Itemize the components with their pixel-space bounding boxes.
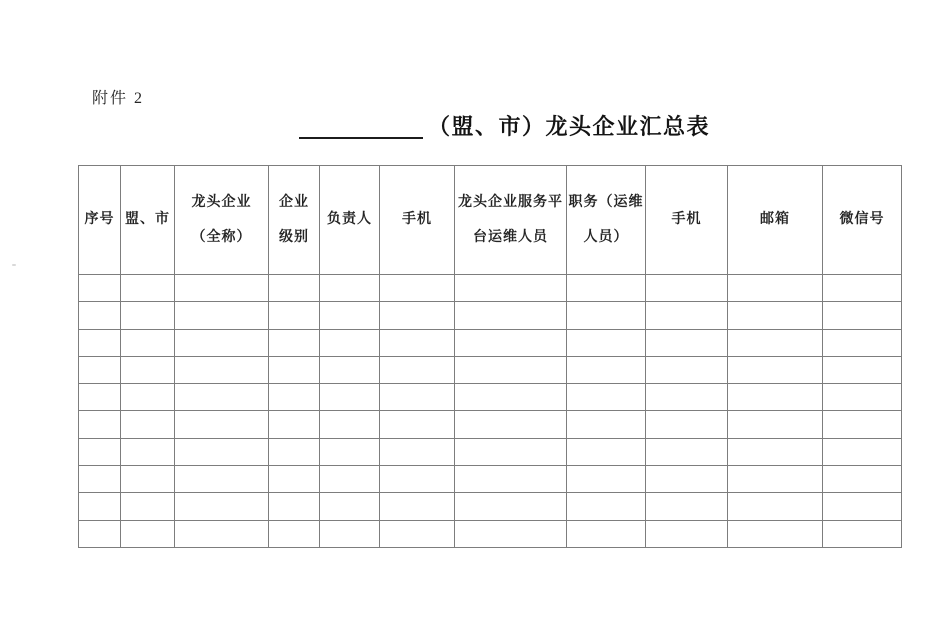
table-cell-enterprise-level <box>269 302 320 329</box>
table-cell-person-in-charge <box>320 329 380 356</box>
column-header-person-in-charge <box>320 166 380 275</box>
table-cell-ops-mobile <box>646 302 728 329</box>
table-cell-ops-personnel-position <box>567 493 646 520</box>
table-cell-email <box>728 466 823 493</box>
column-header-enterprise-level <box>269 166 320 275</box>
header-line: 微信号 <box>839 212 885 228</box>
table-cell-mobile <box>380 438 455 465</box>
table-cell-platform-ops-personnel <box>455 302 567 329</box>
table-cell-person-in-charge <box>320 275 380 302</box>
table-cell-wechat-id <box>823 438 902 465</box>
table-cell-leading-enterprise-full-name <box>175 329 269 356</box>
column-header-league-city <box>121 166 175 275</box>
table-cell-platform-ops-personnel <box>455 493 567 520</box>
table-cell-mobile <box>380 466 455 493</box>
table-cell-ops-mobile <box>646 411 728 438</box>
table-cell-ops-personnel-position <box>567 520 646 547</box>
table-cell-serial-number <box>79 384 121 411</box>
table-cell-mobile <box>380 275 455 302</box>
table-cell-ops-personnel-position <box>567 302 646 329</box>
header-line: 邮箱 <box>760 212 790 228</box>
attachment-label: 附件 2 <box>92 90 145 107</box>
table-cell-platform-ops-personnel <box>455 275 567 302</box>
table-cell-league-city <box>121 329 175 356</box>
table-cell-enterprise-level <box>269 384 320 411</box>
table-cell-mobile <box>380 411 455 438</box>
table-cell-person-in-charge <box>320 411 380 438</box>
table-cell-mobile <box>380 302 455 329</box>
table-cell-ops-mobile <box>646 438 728 465</box>
table-cell-leading-enterprise-full-name <box>175 356 269 383</box>
table-row <box>79 329 902 356</box>
table-cell-ops-mobile <box>646 493 728 520</box>
table-cell-league-city <box>121 384 175 411</box>
table-cell-ops-mobile <box>646 466 728 493</box>
header-line: 盟、市 <box>125 212 170 228</box>
table-row <box>79 520 902 547</box>
table-cell-platform-ops-personnel <box>455 411 567 438</box>
table-cell-serial-number <box>79 493 121 520</box>
table-cell-serial-number <box>79 411 121 438</box>
table-cell-email <box>728 493 823 520</box>
table-cell-email <box>728 329 823 356</box>
table-cell-league-city <box>121 356 175 383</box>
table-row <box>79 384 902 411</box>
table-cell-enterprise-level <box>269 275 320 302</box>
table-cell-wechat-id <box>823 302 902 329</box>
table-cell-enterprise-level <box>269 411 320 438</box>
table-cell-mobile <box>380 493 455 520</box>
table-cell-leading-enterprise-full-name <box>175 411 269 438</box>
table-cell-person-in-charge <box>320 520 380 547</box>
table-cell-person-in-charge <box>320 384 380 411</box>
table-cell-leading-enterprise-full-name <box>175 438 269 465</box>
table-cell-wechat-id <box>823 384 902 411</box>
table-cell-enterprise-level <box>269 493 320 520</box>
header-line: 职务（运维 <box>568 194 644 210</box>
header-row <box>79 166 902 275</box>
table-cell-league-city <box>121 466 175 493</box>
header-line: 级别 <box>279 230 309 245</box>
column-header-platform-ops-personnel <box>455 166 567 275</box>
table-cell-leading-enterprise-full-name <box>175 520 269 547</box>
header-line: 手机 <box>671 212 702 228</box>
table-cell-platform-ops-personnel <box>455 384 567 411</box>
table-cell-wechat-id <box>823 466 902 493</box>
table-cell-email <box>728 411 823 438</box>
table-cell-email <box>728 438 823 465</box>
table-cell-wechat-id <box>823 493 902 520</box>
header-line: 龙头企业服务平 <box>458 194 563 210</box>
table-cell-ops-personnel-position <box>567 466 646 493</box>
table-cell-ops-personnel-position <box>567 356 646 383</box>
scan-artifact <box>12 264 16 266</box>
table-cell-ops-mobile <box>646 275 728 302</box>
table-cell-league-city <box>121 438 175 465</box>
header-line: 负责人 <box>327 212 372 228</box>
column-header-ops-personnel-position <box>567 166 646 275</box>
header-line: （全称） <box>191 230 252 245</box>
column-header-ops-mobile <box>646 166 728 275</box>
table-cell-wechat-id <box>823 275 902 302</box>
header-line: 企业 <box>279 194 309 210</box>
table-cell-email <box>728 275 823 302</box>
table-cell-platform-ops-personnel <box>455 520 567 547</box>
table-cell-mobile <box>380 329 455 356</box>
table-cell-platform-ops-personnel <box>455 438 567 465</box>
table-cell-enterprise-level <box>269 356 320 383</box>
table-cell-enterprise-level <box>269 438 320 465</box>
table-cell-ops-mobile <box>646 520 728 547</box>
table-cell-email <box>728 356 823 383</box>
table-cell-enterprise-level <box>269 329 320 356</box>
table-cell-leading-enterprise-full-name <box>175 302 269 329</box>
summary-table <box>78 165 902 548</box>
table-cell-wechat-id <box>823 411 902 438</box>
table-cell-platform-ops-personnel <box>455 466 567 493</box>
header-line: 龙头企业 <box>191 194 252 210</box>
header-line: 台运维人员 <box>473 230 548 245</box>
table-row <box>79 302 902 329</box>
table-cell-enterprise-level <box>269 520 320 547</box>
title-blank-underline <box>299 137 423 139</box>
column-header-mobile <box>380 166 455 275</box>
table-cell-leading-enterprise-full-name <box>175 493 269 520</box>
table-cell-person-in-charge <box>320 466 380 493</box>
table-cell-email <box>728 384 823 411</box>
table-cell-mobile <box>380 356 455 383</box>
table-cell-wechat-id <box>823 356 902 383</box>
column-header-email <box>728 166 823 275</box>
table-cell-person-in-charge <box>320 493 380 520</box>
table-cell-ops-mobile <box>646 329 728 356</box>
table-cell-wechat-id <box>823 520 902 547</box>
table-cell-mobile <box>380 520 455 547</box>
table-cell-email <box>728 520 823 547</box>
table-cell-person-in-charge <box>320 356 380 383</box>
table-cell-person-in-charge <box>320 438 380 465</box>
table-cell-leading-enterprise-full-name <box>175 466 269 493</box>
table-cell-serial-number <box>79 275 121 302</box>
table-cell-league-city <box>121 520 175 547</box>
table-cell-serial-number <box>79 302 121 329</box>
table-cell-leading-enterprise-full-name <box>175 384 269 411</box>
table-row <box>79 438 902 465</box>
column-header-serial-number <box>79 166 121 275</box>
table-cell-ops-personnel-position <box>567 275 646 302</box>
table-cell-serial-number <box>79 520 121 547</box>
table-cell-ops-mobile <box>646 384 728 411</box>
table-cell-mobile <box>380 384 455 411</box>
table-cell-serial-number <box>79 438 121 465</box>
table-cell-ops-personnel-position <box>567 384 646 411</box>
column-header-wechat-id <box>823 166 902 275</box>
table-cell-leading-enterprise-full-name <box>175 275 269 302</box>
table-row <box>79 356 902 383</box>
table-cell-ops-personnel-position <box>567 411 646 438</box>
table-cell-serial-number <box>79 356 121 383</box>
table-cell-platform-ops-personnel <box>455 329 567 356</box>
table-cell-enterprise-level <box>269 466 320 493</box>
table-cell-platform-ops-personnel <box>455 356 567 383</box>
column-header-leading-enterprise-full-name <box>175 166 269 275</box>
table-cell-serial-number <box>79 466 121 493</box>
table-row <box>79 411 902 438</box>
table-cell-league-city <box>121 302 175 329</box>
table-cell-league-city <box>121 493 175 520</box>
table-row <box>79 493 902 520</box>
table-row <box>79 275 902 302</box>
header-line: 序号 <box>84 212 115 228</box>
table-cell-ops-personnel-position <box>567 438 646 465</box>
table-cell-serial-number <box>79 329 121 356</box>
table-row <box>79 466 902 493</box>
table-cell-person-in-charge <box>320 302 380 329</box>
table-cell-ops-personnel-position <box>567 329 646 356</box>
table-cell-email <box>728 302 823 329</box>
table-cell-league-city <box>121 411 175 438</box>
table-cell-wechat-id <box>823 329 902 356</box>
document-title <box>299 112 710 143</box>
header-line: 手机 <box>402 212 432 228</box>
title-text: （盟、市）龙头企业汇总表 <box>428 114 711 139</box>
table-cell-league-city <box>121 275 175 302</box>
header-line: 人员） <box>583 230 629 245</box>
table-cell-ops-mobile <box>646 356 728 383</box>
